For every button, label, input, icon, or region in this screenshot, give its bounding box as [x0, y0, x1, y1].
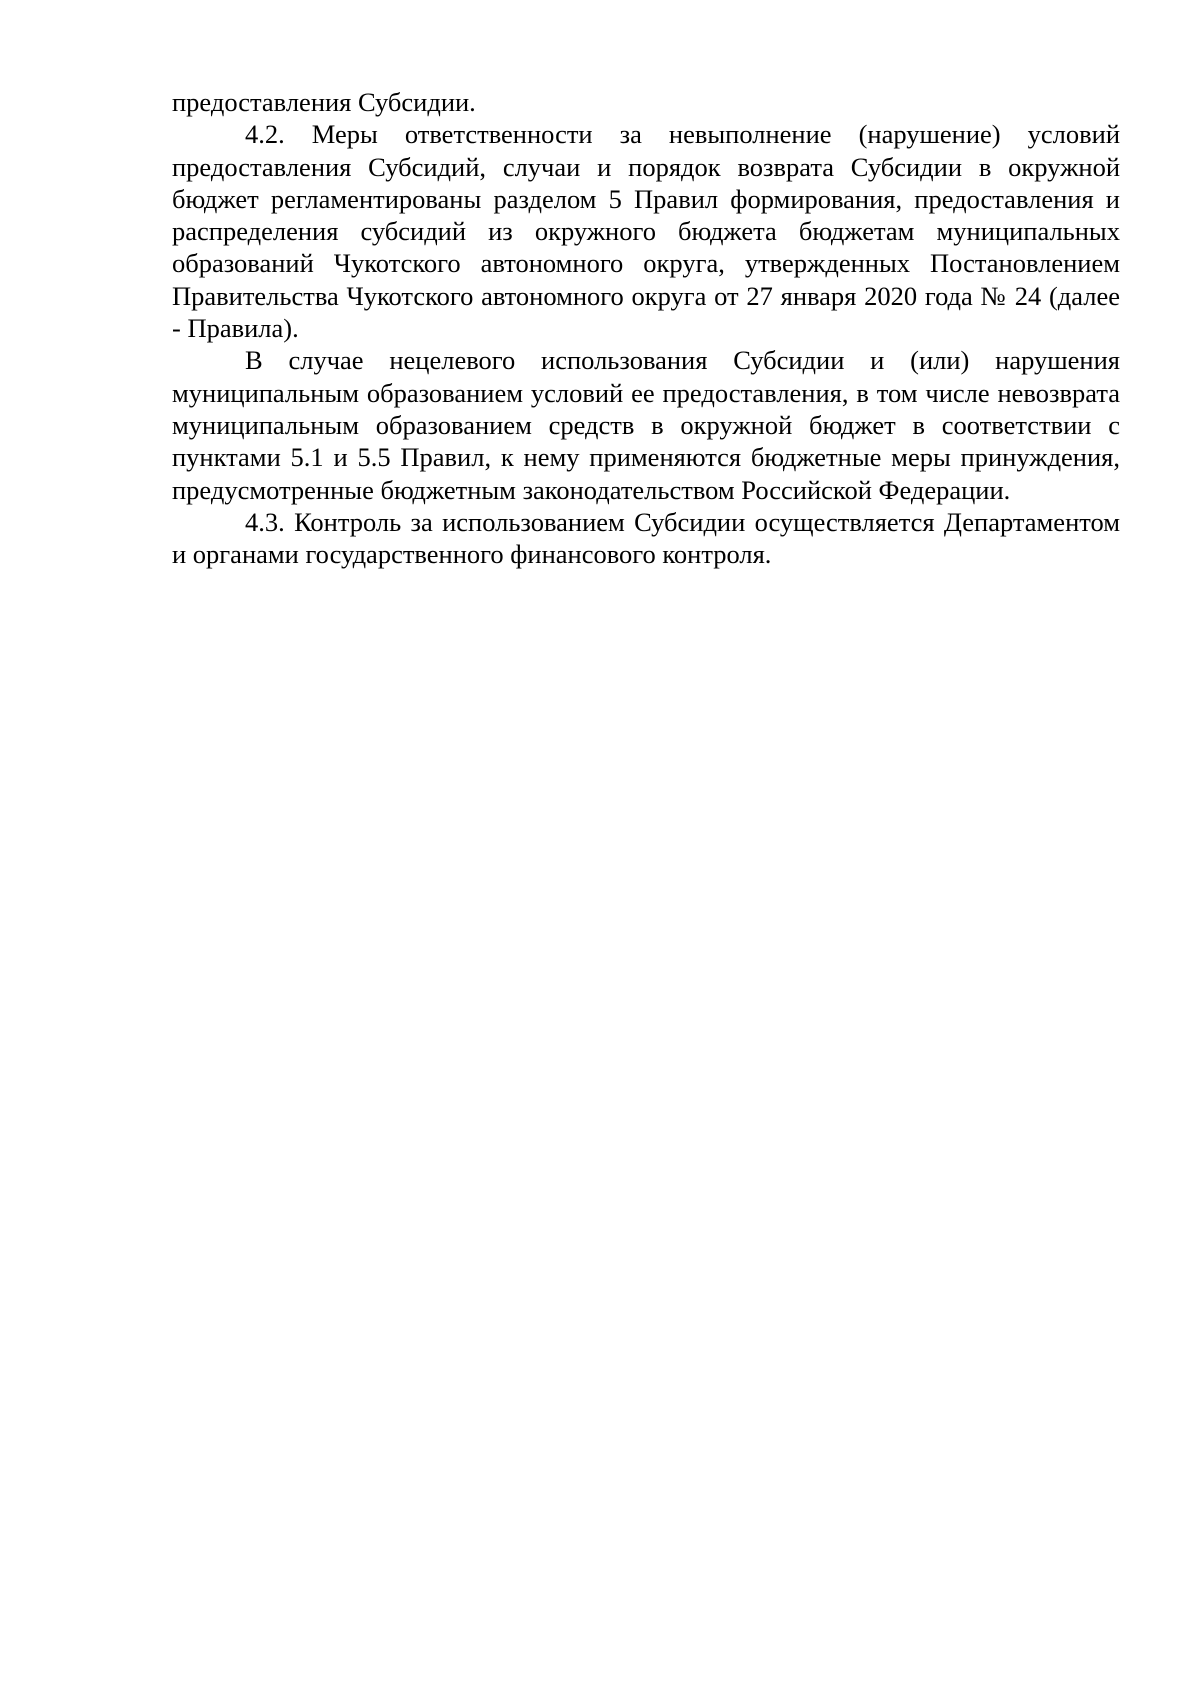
document-body [172, 86, 1120, 570]
paragraph-4-2: 4.2. Меры ответственности за невыполнение (нарушение) условий предоставления Субсидий, случаи и порядок возврата Субсидии в окружной бюджет регламентированы разделом 5 Правил формирования, предоставления и распределения субсидий из окружного бюджета бюджетам муниципальных образований Чукотского автономного округа, утвержденных Постановлением Правительства Чукотского автономного округа от 27 января 2020 года № 24 (далее - Правила). [172, 119, 1120, 344]
paragraph-misuse-measures: В случае нецелевого использования Субсидии и (или) нарушения муниципальным образованием условий ее предоставления, в том числе невозврата муниципальным образованием средств в окружной бюджет в соответствии с пунктами 5.1 и 5.5 Правил, к нему применяются бюджетные меры принуждения, предусмотренные бюджетным законодательством Российской Федерации. [172, 345, 1120, 505]
paragraph-4-3: 4.3. Контроль за использованием Субсидии осуществляется Департаментом и органами государственного финансового контроля. [172, 506, 1120, 570]
paragraph-continuation: предоставления Субсидии. [172, 87, 476, 117]
